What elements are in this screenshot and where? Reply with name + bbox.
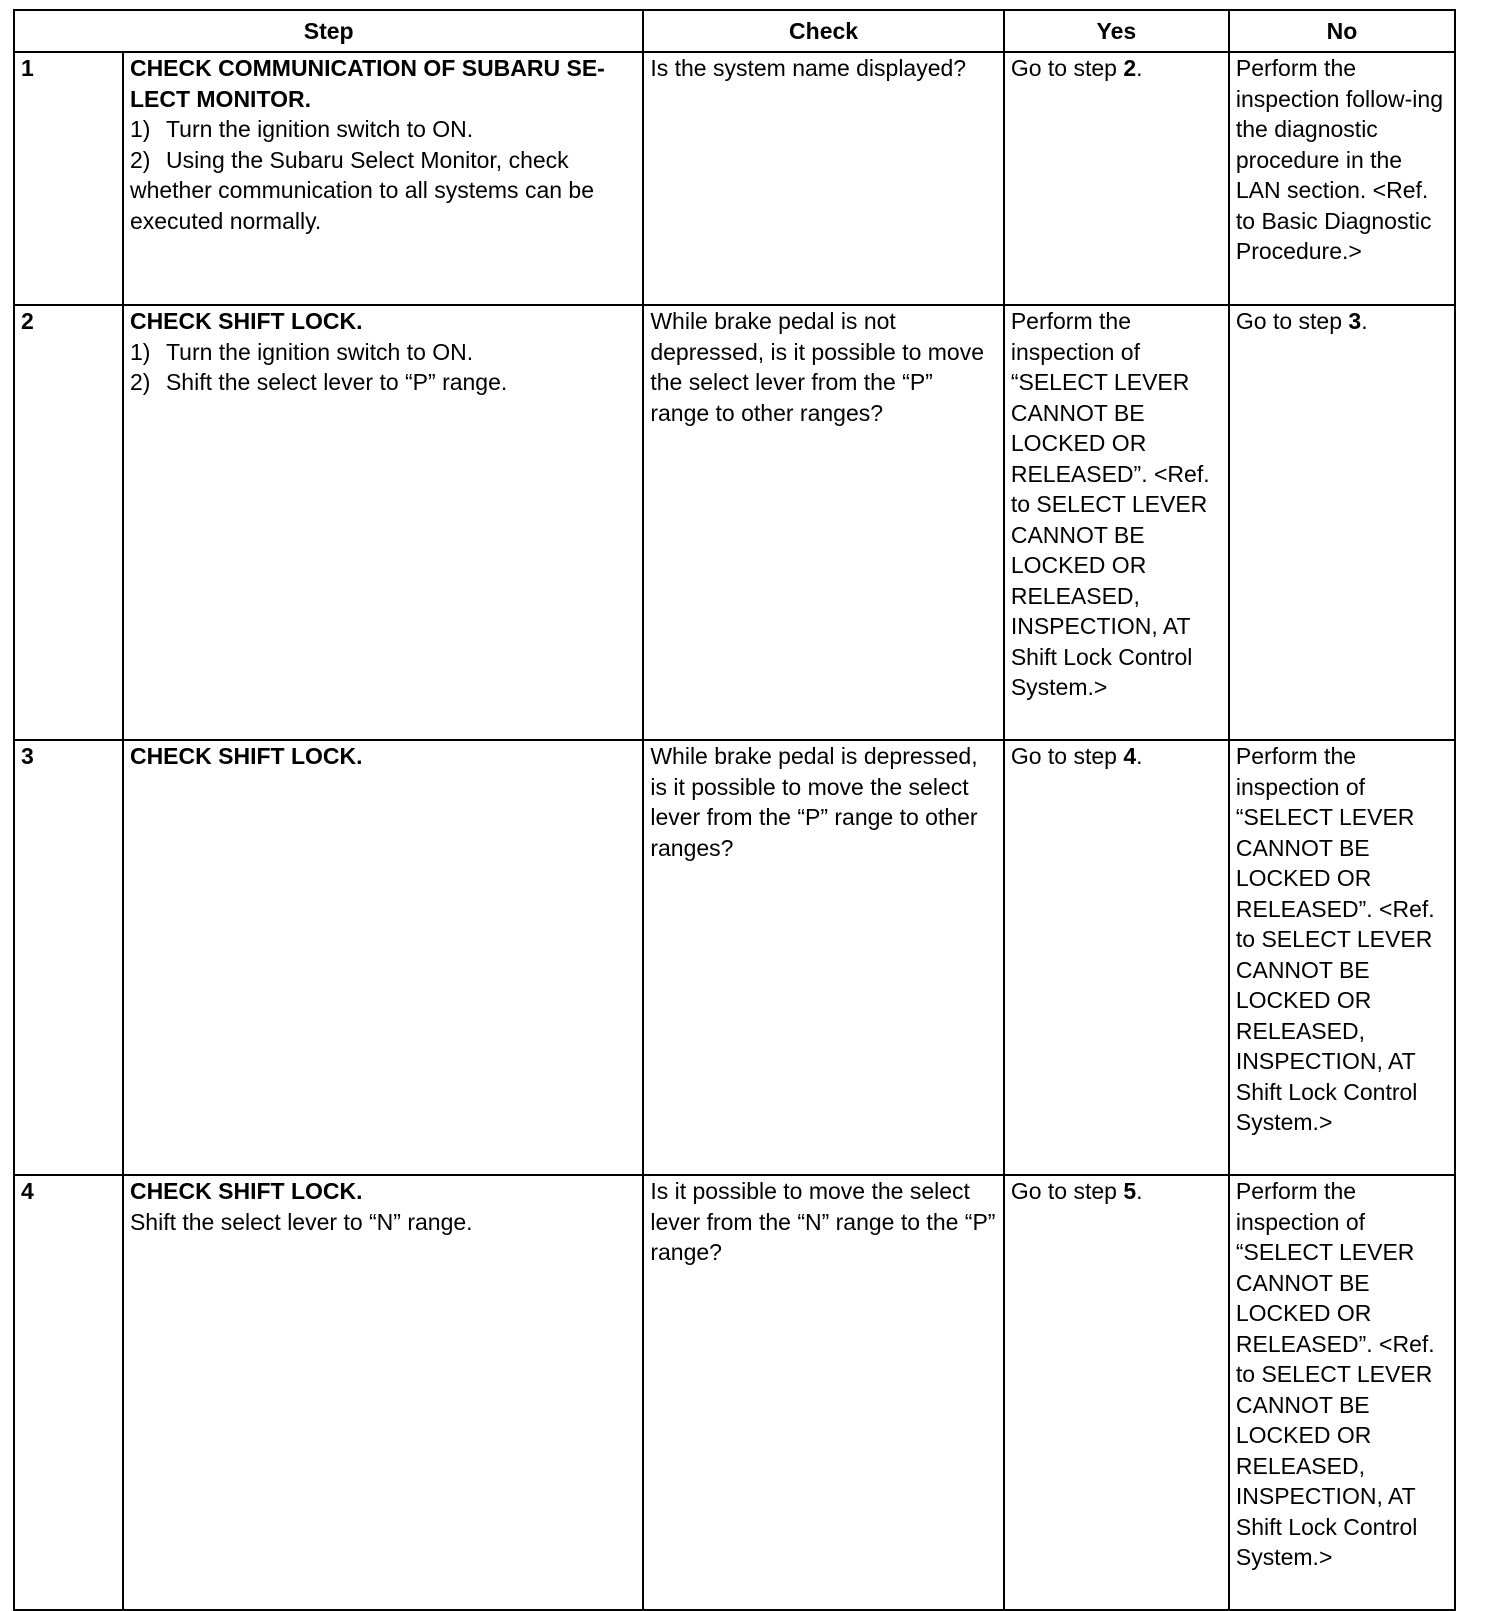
step-cell <box>123 740 643 1175</box>
yes-cell <box>1004 1175 1229 1610</box>
diagnostic-table <box>13 9 1456 1611</box>
header-check: Check <box>643 10 1004 52</box>
yes-cell <box>1004 52 1229 305</box>
step-cell <box>123 1175 643 1610</box>
step-title: CHECK SHIFT LOCK. <box>129 1178 363 1204</box>
check-cell: Is it possible to move the select lever from the “N” range to the “P” range? <box>643 1175 1004 1610</box>
yes-suffix: . <box>1136 743 1143 769</box>
step-title-line: CHECK COMMUNICATION OF SUBARU SE- <box>129 55 605 81</box>
substep-text: Turn the ignition switch to ON. <box>165 338 474 365</box>
step-body: Shift the select lever to “N” range. <box>129 1208 473 1235</box>
yes-cell <box>1004 740 1229 1175</box>
no-cell <box>1229 305 1455 740</box>
no-suffix: . <box>1361 308 1368 334</box>
yes-step-ref[interactable]: 4 <box>1123 743 1137 769</box>
yes-cell: Perform the inspection of “SELECT LEVER CANNOT BE LOCKED OR RELEASED”. <Ref. to SELECT LEVER CANNOT BE LOCKED OR RELEASED, INSPECTION, AT Shift Lock Control System.> <box>1004 305 1229 740</box>
substep-number: 1) <box>129 116 151 142</box>
header-yes: Yes <box>1004 10 1229 52</box>
no-cell: Perform the inspection of “SELECT LEVER CANNOT BE LOCKED OR RELEASED”. <Ref. to SELECT LEVER CANNOT BE LOCKED OR RELEASED, INSPECTION, AT Shift Lock Control System.> <box>1229 1175 1455 1610</box>
step-number: 2 <box>14 305 123 740</box>
header-no: No <box>1229 10 1455 52</box>
table-row <box>14 305 1455 740</box>
table-row <box>14 740 1455 1175</box>
substep <box>130 114 636 145</box>
step-cell <box>123 52 643 305</box>
substep <box>130 367 636 398</box>
step-title-line: LECT MONITOR. <box>129 85 311 112</box>
header-row <box>14 10 1455 52</box>
step-title <box>130 53 636 114</box>
no-prefix: Go to step <box>1235 308 1349 334</box>
step-number: 1 <box>14 52 123 305</box>
no-step-ref[interactable]: 3 <box>1348 308 1362 334</box>
step-number: 4 <box>14 1175 123 1610</box>
table-row <box>14 1175 1455 1610</box>
check-cell: Is the system name displayed? <box>643 52 1004 305</box>
yes-step-ref[interactable]: 2 <box>1123 55 1137 81</box>
yes-prefix: Go to step <box>1010 55 1124 81</box>
substep-text: Shift the select lever to “P” range. <box>165 369 508 395</box>
step-number: 3 <box>14 740 123 1175</box>
step-cell <box>123 305 643 740</box>
substep-number: 1) <box>129 338 151 365</box>
header-step: Step <box>14 10 643 52</box>
step-title: CHECK SHIFT LOCK. <box>129 308 363 334</box>
no-cell: Perform the inspection of “SELECT LEVER CANNOT BE LOCKED OR RELEASED”. <Ref. to SELECT LEVER CANNOT BE LOCKED OR RELEASED, INSPECTION, AT Shift Lock Control System.> <box>1229 740 1455 1175</box>
check-cell: While brake pedal is not depressed, is it possible to move the select lever from the “P” range to other ranges? <box>643 305 1004 740</box>
yes-step-ref[interactable]: 5 <box>1123 1178 1137 1204</box>
yes-prefix: Go to step <box>1010 743 1124 769</box>
step-title: CHECK SHIFT LOCK. <box>129 743 363 769</box>
substep-number: 2) <box>129 369 151 395</box>
substep <box>130 337 636 368</box>
table-row <box>14 52 1455 305</box>
yes-suffix: . <box>1136 55 1143 81</box>
substep-text: Turn the ignition switch to ON. <box>165 116 474 142</box>
substep <box>130 145 636 237</box>
yes-suffix: . <box>1136 1178 1143 1204</box>
no-cell: Perform the inspection follow-ing the diagnostic procedure in the LAN section. <Ref. to Basic Diagnostic Procedure.> <box>1229 52 1455 305</box>
substep-text: Using the Subaru Select Monitor, check whether communication to all systems can be executed normally. <box>129 146 594 234</box>
substep-number: 2) <box>129 146 151 173</box>
yes-prefix: Go to step <box>1010 1178 1124 1204</box>
check-cell: While brake pedal is depressed, is it possible to move the select lever from the “P” range to other ranges? <box>643 740 1004 1175</box>
